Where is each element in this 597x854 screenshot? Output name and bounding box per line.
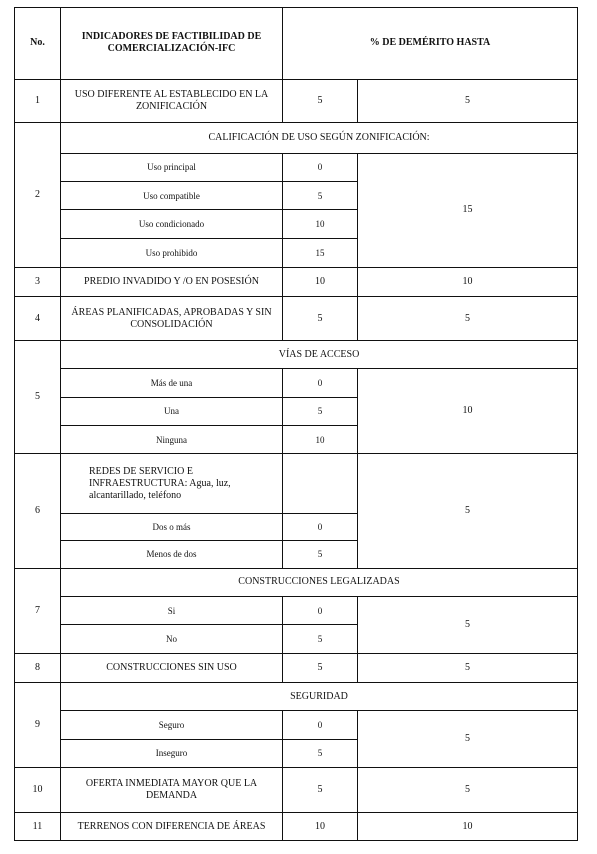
- option-value: 5: [283, 625, 358, 653]
- indicator-label: PREDIO INVADIDO Y /O EN POSESIÓN: [61, 268, 283, 297]
- section-title: SEGURIDAD: [61, 682, 578, 710]
- option-value: 5: [283, 397, 358, 425]
- indicator-max: 10: [358, 268, 578, 297]
- row-number: 2: [15, 123, 61, 268]
- option-value: 15: [283, 238, 358, 267]
- option-label: Más de una: [61, 369, 283, 397]
- option-label: Uso condicionado: [61, 210, 283, 238]
- table-row: [15, 268, 578, 297]
- table-row: [15, 767, 578, 813]
- option-value: 10: [283, 425, 358, 453]
- table-header-row: [15, 8, 578, 80]
- indicator-max: 5: [358, 297, 578, 341]
- option-value: 5: [283, 182, 358, 210]
- option-value: 0: [283, 369, 358, 397]
- option-label: Una: [61, 397, 283, 425]
- option-label: No: [61, 625, 283, 653]
- section-title: VÍAS DE ACCESO: [61, 340, 578, 368]
- option-label: Seguro: [61, 711, 283, 739]
- row-number: 7: [15, 568, 61, 653]
- option-value: 0: [283, 513, 358, 540]
- indicator-max: 5: [358, 79, 578, 123]
- indicator-value: 5: [283, 79, 358, 123]
- indicator-max: 5: [358, 653, 578, 682]
- table-row: [15, 369, 578, 397]
- option-label: Si: [61, 596, 283, 624]
- indicator-max: 10: [358, 813, 578, 841]
- section-title: CONSTRUCCIONES LEGALIZADAS: [61, 568, 578, 596]
- option-label: Uso principal: [61, 153, 283, 181]
- indicator-label: TERRENOS CON DIFERENCIA DE ÁREAS: [61, 813, 283, 841]
- indicator-max: 5: [358, 596, 578, 653]
- section-title: REDES DE SERVICIO E INFRAESTRUCTURA: Agua, luz, alcantarillado, teléfono: [61, 454, 283, 514]
- option-label: Inseguro: [61, 739, 283, 767]
- ifc-table: [14, 7, 578, 841]
- row-number: 4: [15, 297, 61, 341]
- indicator-value: 10: [283, 268, 358, 297]
- indicator-label: USO DIFERENTE AL ESTABLECIDO EN LA ZONIFICACIÓN: [61, 79, 283, 123]
- row-number: 6: [15, 454, 61, 568]
- option-value: 0: [283, 153, 358, 181]
- indicator-max: 15: [358, 153, 578, 267]
- indicator-value: 5: [283, 297, 358, 341]
- indicator-max: 5: [358, 454, 578, 568]
- section-title: CALIFICACIÓN DE USO SEGÚN ZONIFICACIÓN:: [61, 123, 578, 153]
- option-label: Menos de dos: [61, 541, 283, 568]
- option-value: 10: [283, 210, 358, 238]
- table-row: [15, 153, 578, 181]
- table-row: [15, 340, 578, 368]
- table-row: [15, 596, 578, 624]
- option-value: 0: [283, 711, 358, 739]
- row-number: 10: [15, 767, 61, 813]
- table-row: [15, 711, 578, 739]
- header-no: No.: [15, 8, 61, 80]
- table-row: [15, 653, 578, 682]
- indicator-value: 5: [283, 767, 358, 813]
- table-row: [15, 454, 578, 514]
- header-indicadores: INDICADORES DE FACTIBILIDAD DE COMERCIALIZACIÓN-IFC: [61, 8, 283, 80]
- row-number: 3: [15, 268, 61, 297]
- row-number: 9: [15, 682, 61, 767]
- option-value: 0: [283, 596, 358, 624]
- option-value: 5: [283, 541, 358, 568]
- table-row: [15, 682, 578, 710]
- row-number: 5: [15, 340, 61, 453]
- table-row: [15, 79, 578, 123]
- indicator-max: 10: [358, 369, 578, 454]
- option-label: Ninguna: [61, 425, 283, 453]
- indicator-max: 5: [358, 767, 578, 813]
- table-row: [15, 297, 578, 341]
- indicator-label: ÁREAS PLANIFICADAS, APROBADAS Y SIN CONSOLIDACIÓN: [61, 297, 283, 341]
- indicator-label: CONSTRUCCIONES SIN USO: [61, 653, 283, 682]
- row-number: 8: [15, 653, 61, 682]
- option-label: Uso prohibido: [61, 238, 283, 267]
- option-label: Uso compatible: [61, 182, 283, 210]
- header-demerito: % DE DEMÉRITO HASTA: [283, 8, 578, 80]
- table-row: [15, 123, 578, 153]
- option-value: 5: [283, 739, 358, 767]
- indicator-max: 5: [358, 711, 578, 768]
- table-row: [15, 813, 578, 841]
- indicator-value: 5: [283, 653, 358, 682]
- table-row: [15, 568, 578, 596]
- row-number: 11: [15, 813, 61, 841]
- indicator-label: OFERTA INMEDIATA MAYOR QUE LA DEMANDA: [61, 767, 283, 813]
- option-label: Dos o más: [61, 513, 283, 540]
- row-number: 1: [15, 79, 61, 123]
- empty-cell: [283, 454, 358, 514]
- indicator-value: 10: [283, 813, 358, 841]
